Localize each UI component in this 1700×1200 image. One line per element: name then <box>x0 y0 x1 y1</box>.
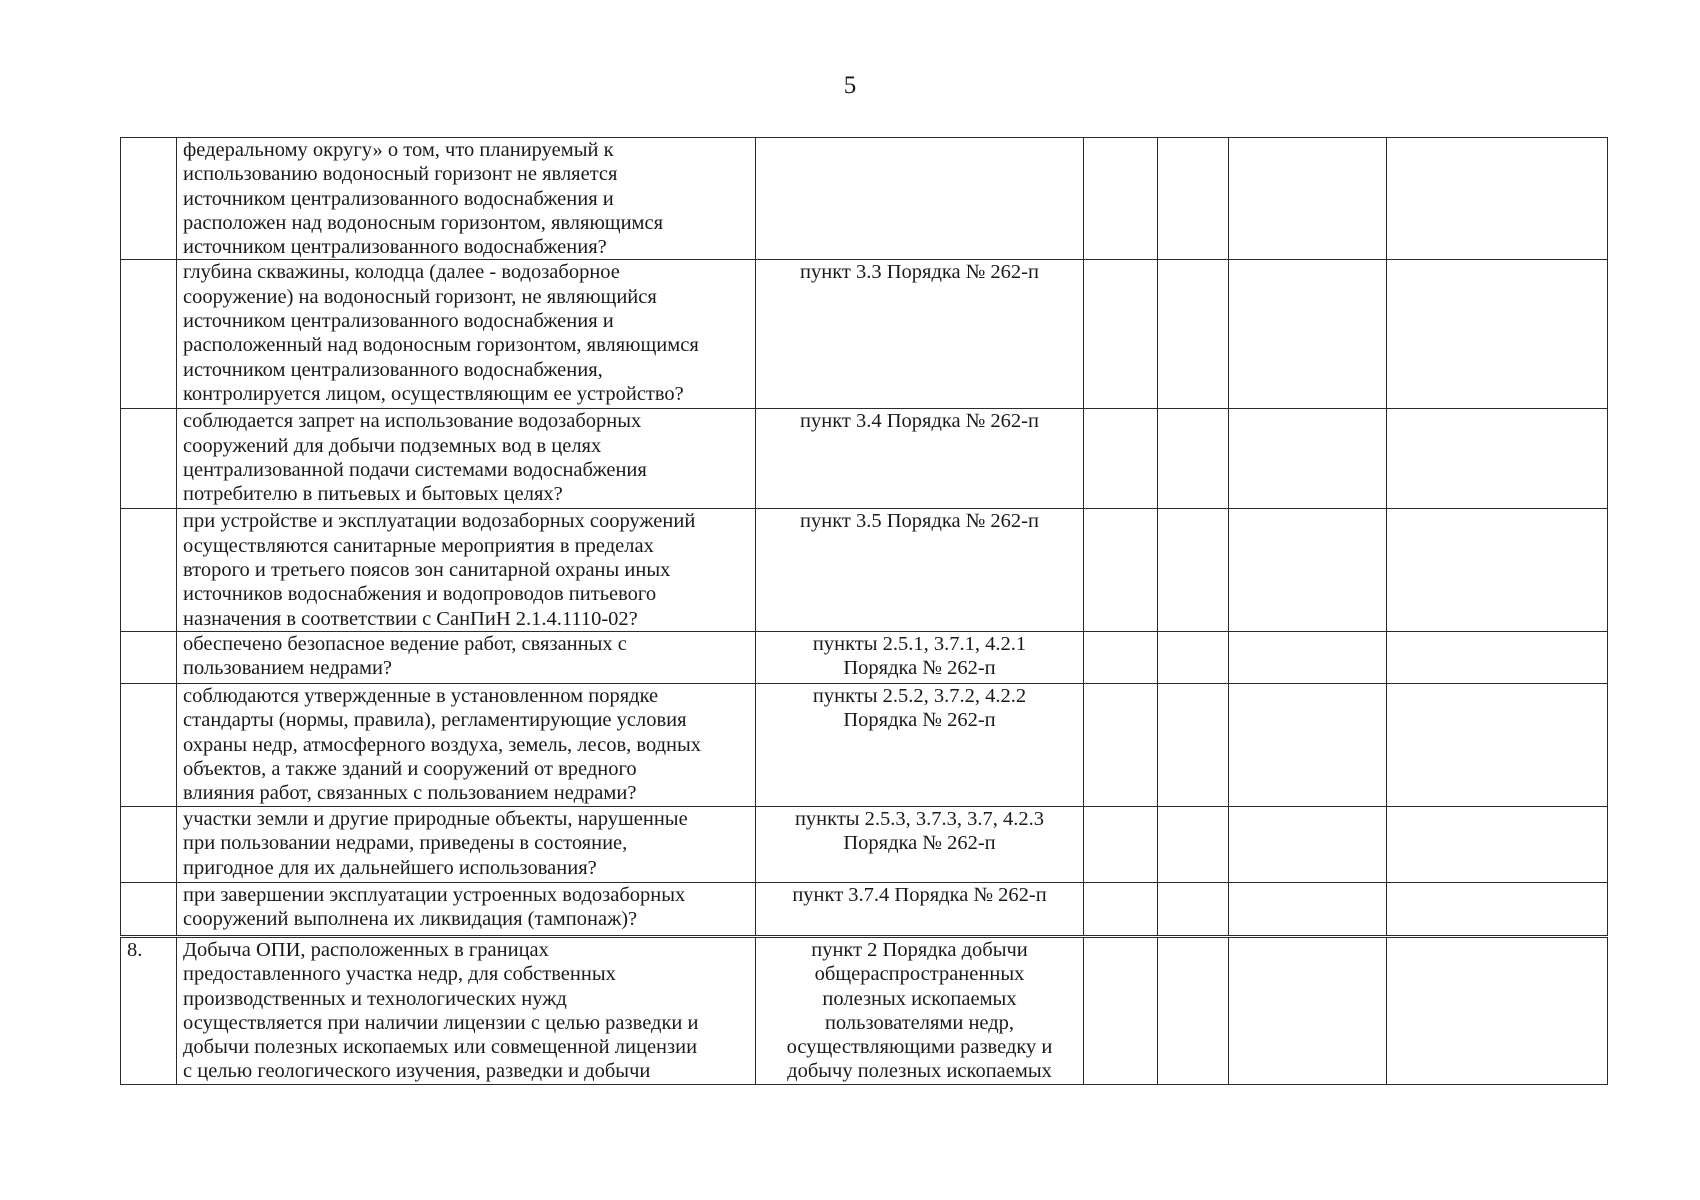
notes-cell <box>1387 138 1608 260</box>
answer-yes-cell <box>1084 409 1158 509</box>
answer-na-cell <box>1229 260 1387 409</box>
answer-yes-cell <box>1084 138 1158 260</box>
question-text: федеральному округу» о том, что планируемый к использованию водоносный горизонт не является источником централизованного водоснабжения и расположен над водоносным горизонтом, являющимся источником централизованного водоснабжения? <box>177 138 756 260</box>
reference-text: пункт 3.3 Порядка № 262-п <box>756 260 1084 409</box>
question-text: соблюдаются утвержденные в установленном порядке стандарты (нормы, правила), регламентирующие условия охраны недр, атмосферного воздуха, земель, лесов, водных объектов, а также зданий и сооружений от вредного влияния работ, связанных с пользованием недрами? <box>177 683 756 806</box>
notes-cell <box>1387 936 1608 1084</box>
question-text: Добыча ОПИ, расположенных в границах предоставленного участка недр, для собственных производственных и технологических нужд осуществляется при наличии лицензии с целью разведки и добычи полезных ископаемых или совмещенной лицензии с целью геологического изучения, разведки и добычи <box>177 936 756 1084</box>
answer-yes-cell <box>1084 806 1158 882</box>
answer-yes-cell <box>1084 509 1158 631</box>
notes-cell <box>1387 683 1608 806</box>
answer-no-cell <box>1158 138 1229 260</box>
question-text: обеспечено безопасное ведение работ, связанных с пользованием недрами? <box>177 631 756 683</box>
answer-no-cell <box>1158 409 1229 509</box>
table-row <box>121 882 1608 936</box>
table-row <box>121 631 1608 683</box>
table-row <box>121 260 1608 409</box>
answer-no-cell <box>1158 260 1229 409</box>
page-number: 5 <box>843 72 857 99</box>
question-text: участки земли и другие природные объекты, нарушенные при пользовании недрами, приведены в состояние, пригодное для их дальнейшего использования? <box>177 806 756 882</box>
table-row <box>121 936 1608 1084</box>
table-row <box>121 806 1608 882</box>
row-number <box>121 631 177 683</box>
answer-yes-cell <box>1084 260 1158 409</box>
notes-cell <box>1387 806 1608 882</box>
reference-text: пункты 2.5.2, 3.7.2, 4.2.2 Порядка № 262-п <box>756 683 1084 806</box>
notes-cell <box>1387 260 1608 409</box>
row-number <box>121 409 177 509</box>
question-text: при устройстве и эксплуатации водозаборных сооружений осуществляются санитарные мероприятия в пределах второго и третьего поясов зон санитарной охраны иных источников водоснабжения и водопроводов питьевого назначения в соответствии с СанПиН 2.1.4.1110-02? <box>177 509 756 631</box>
reference-text: пункт 3.7.4 Порядка № 262-п <box>756 882 1084 936</box>
answer-no-cell <box>1158 936 1229 1084</box>
answer-no-cell <box>1158 683 1229 806</box>
row-number <box>121 509 177 631</box>
notes-cell <box>1387 631 1608 683</box>
row-number <box>121 683 177 806</box>
notes-cell <box>1387 409 1608 509</box>
reference-text: пункты 2.5.1, 3.7.1, 4.2.1 Порядка № 262-п <box>756 631 1084 683</box>
answer-no-cell <box>1158 509 1229 631</box>
notes-cell <box>1387 882 1608 936</box>
question-text: при завершении эксплуатации устроенных водозаборных сооружений выполнена их ликвидация (тампонаж)? <box>177 882 756 936</box>
answer-no-cell <box>1158 631 1229 683</box>
answer-na-cell <box>1229 806 1387 882</box>
reference-text: пункт 2 Порядка добычи общераспространенных полезных ископаемых пользователями недр, осуществляющими разведку и добычу полезных ископаемых <box>756 936 1084 1084</box>
table-row <box>121 509 1608 631</box>
row-number <box>121 260 177 409</box>
checklist-table <box>120 137 1608 1085</box>
row-number <box>121 882 177 936</box>
row-number: 8. <box>121 936 177 1084</box>
answer-no-cell <box>1158 882 1229 936</box>
reference-text: пункты 2.5.3, 3.7.3, 3.7, 4.2.3 Порядка № 262-п <box>756 806 1084 882</box>
notes-cell <box>1387 509 1608 631</box>
row-number <box>121 138 177 260</box>
reference-text <box>756 138 1084 260</box>
answer-na-cell <box>1229 683 1387 806</box>
row-number <box>121 806 177 882</box>
answer-yes-cell <box>1084 936 1158 1084</box>
answer-na-cell <box>1229 936 1387 1084</box>
answer-yes-cell <box>1084 683 1158 806</box>
question-text: соблюдается запрет на использование водозаборных сооружений для добычи подземных вод в целях централизованной подачи системами водоснабжения потребителю в питьевых и бытовых целях? <box>177 409 756 509</box>
reference-text: пункт 3.4 Порядка № 262-п <box>756 409 1084 509</box>
table-row <box>121 409 1608 509</box>
answer-na-cell <box>1229 409 1387 509</box>
answer-na-cell <box>1229 509 1387 631</box>
question-text: глубина скважины, колодца (далее - водозаборное сооружение) на водоносный горизонт, не являющийся источником централизованного водоснабжения и расположенный над водоносным горизонтом, являющимся источником централизованного водоснабжения, контролируется лицом, осуществляющим ее устройство? <box>177 260 756 409</box>
reference-text: пункт 3.5 Порядка № 262-п <box>756 509 1084 631</box>
answer-no-cell <box>1158 806 1229 882</box>
answer-yes-cell <box>1084 631 1158 683</box>
answer-yes-cell <box>1084 882 1158 936</box>
answer-na-cell <box>1229 138 1387 260</box>
answer-na-cell <box>1229 631 1387 683</box>
table-row <box>121 683 1608 806</box>
table-row <box>121 138 1608 260</box>
answer-na-cell <box>1229 882 1387 936</box>
